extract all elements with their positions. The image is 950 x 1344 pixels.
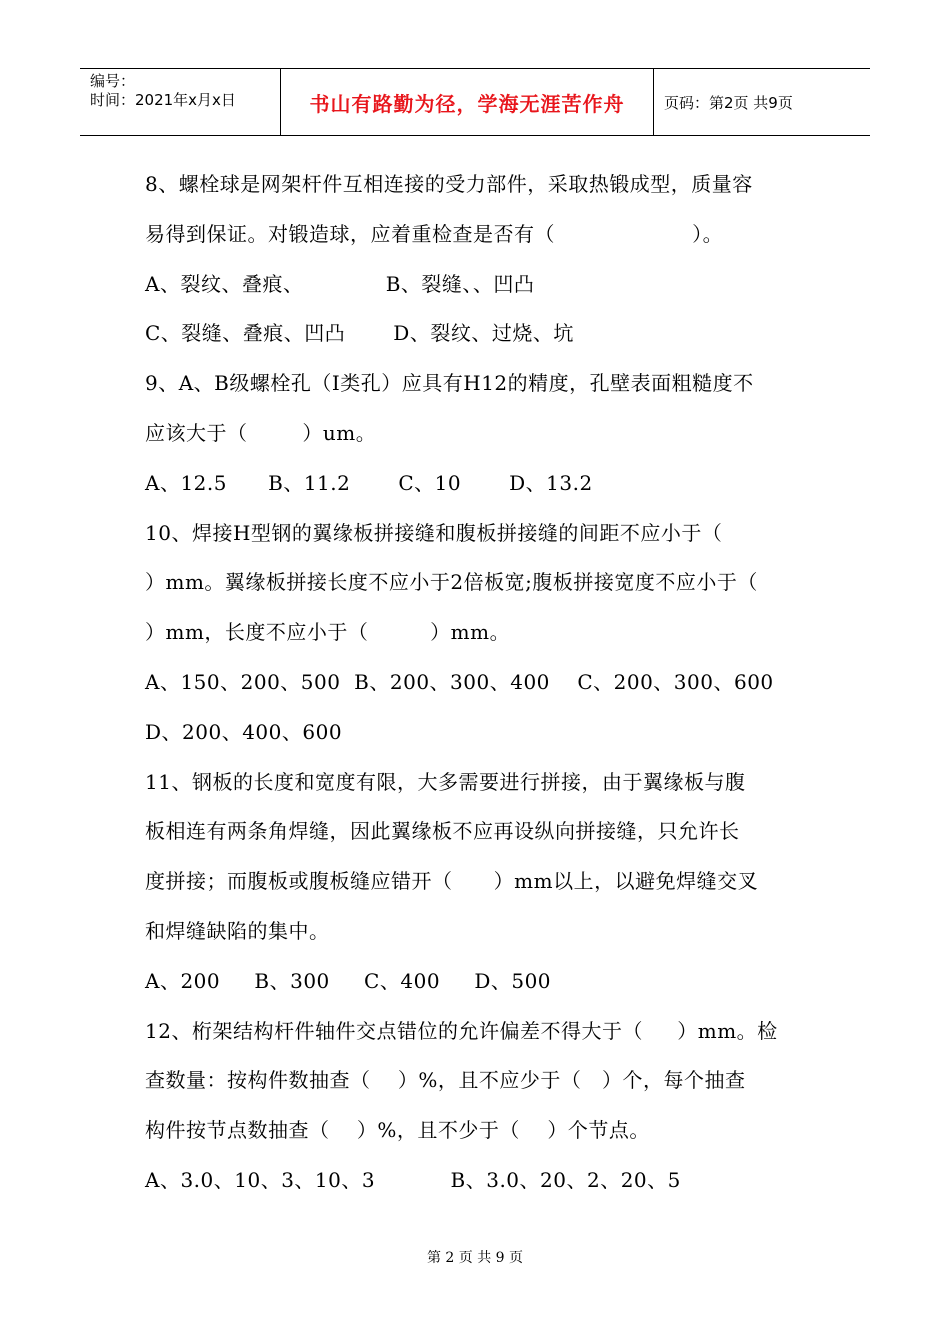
text-line: 构件按节点数抽查（ ）%，且不少于（ ）个节点。 [145,1118,650,1143]
text-line: D、200、400、600 [145,719,343,744]
header-page-info: 页码：第2页 共9页 [664,93,793,112]
date-label: 时间：2021年x月x日 [90,91,236,109]
page-header [80,68,870,136]
text-line: A、3.0、10、3、10、3 B、3.0、20、2、20、5 [145,1167,681,1192]
page-footer: 第 2 页 共 9 页 [426,1250,524,1266]
header-meta [80,69,281,135]
text-line: A、200 B、300 C、400 D、500 [145,968,552,993]
document-body [145,160,810,1206]
text-line: 10、焊接H型钢的翼缘板拼接缝和腹板拼接缝的间距不应小于（ [145,520,723,545]
text-line: 查数量：按构件数抽查（ ）%，且不应少于（ ）个，每个抽查 [145,1068,746,1093]
text-line: A、150、200、500 B、200、300、400 C、200、300、600 [145,669,774,694]
header-motto: 书山有路勤为径，学海无涯苦作舟 [281,69,654,135]
text-line: A、裂纹、叠痕、 B、裂缝、、凹凸 [145,271,535,296]
text-line: 9、A、B级螺栓孔（I类孔）应具有H12的精度，孔壁表面粗糙度不 [145,371,754,396]
text-line: 8、螺栓球是网架杆件互相连接的受力部件，采取热锻成型，质量容 [145,172,753,196]
text-line: 板相连有两条角焊缝，因此翼缘板不应再设纵向拼接缝，只允许长 [145,819,740,844]
text-line: 11、钢板的长度和宽度有限，大多需要进行拼接，由于翼缘板与腹 [145,769,746,794]
text-line: C、裂缝、叠痕、凹凸 D、裂纹、过烧、坑 [145,321,574,346]
text-line: 和焊缝缺陷的集中。 [145,918,330,943]
text-line: 度拼接；而腹板或腹板缝应错开（ ）mm以上，以避免焊缝交叉 [145,869,759,894]
number-label: 编号： [90,72,136,90]
text-line: ）mm。翼缘板拼接长度不应小于2倍板宽;腹板拼接宽度不应小于（ [145,570,758,595]
text-line: 12、桁架结构杆件轴件交点错位的允许偏差不得大于（ ）mm。检 [145,1018,778,1043]
text-line: ）mm，长度不应小于（ ）mm。 [145,620,511,645]
text-line: 应该大于（ ）um。 [145,420,377,445]
text-line: 易得到保证。对锻造球，应着重检查是否有（ ）。 [145,221,724,246]
text-line: A、12.5 B、11.2 C、10 D、13.2 [145,470,593,495]
